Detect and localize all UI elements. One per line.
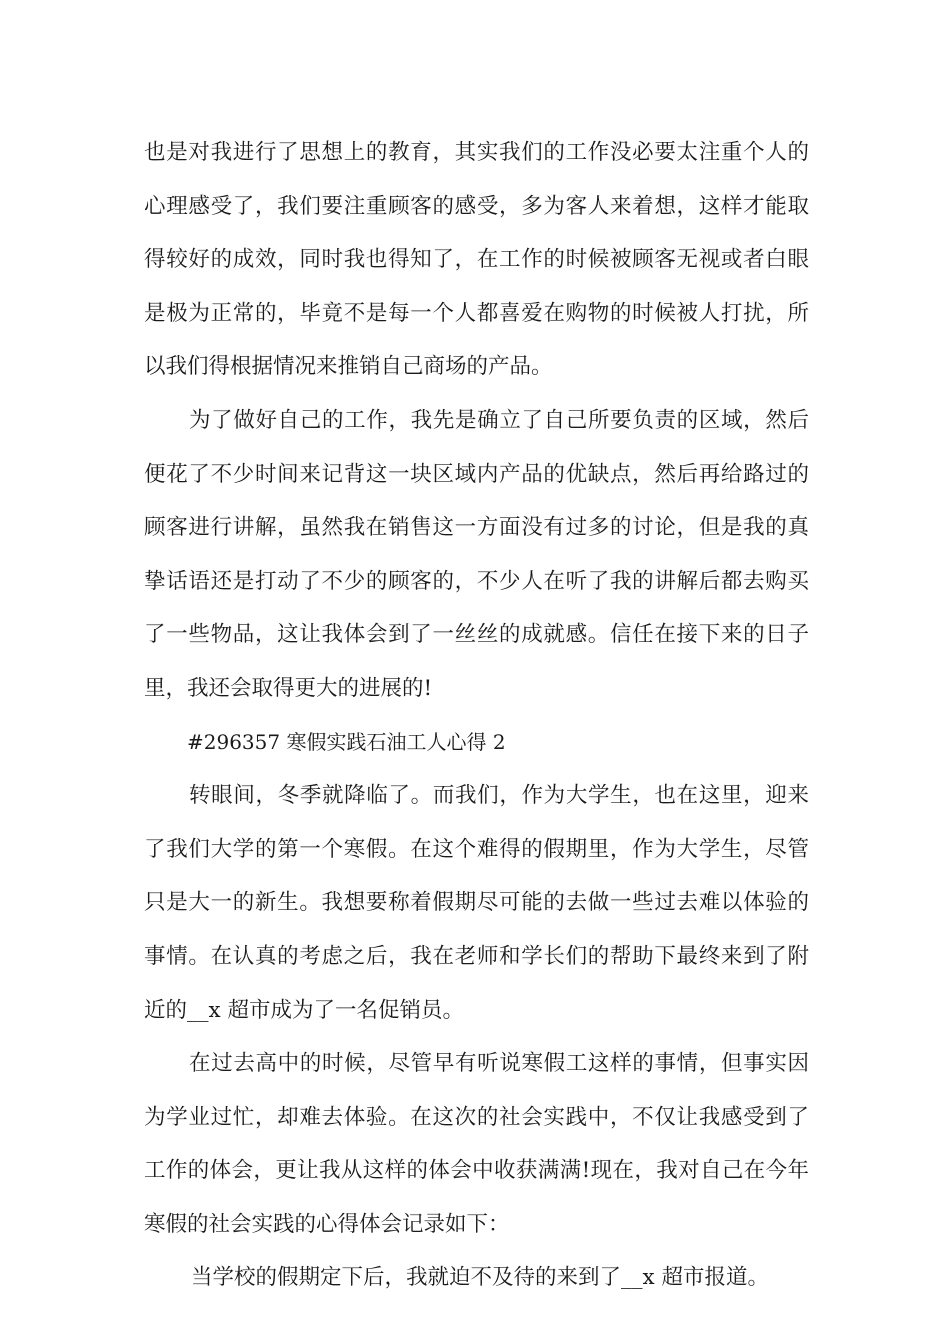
paragraph-work-area: 为了做好自己的工作，我先是确立了自己所要负责的区域，然后便花了不少时间来记背这一块区域内产品的优缺点，然后再给路过的顾客进行讲解，虽然我在销售这一方面没有过多的讨论，但是我的真挚话语还是打动了不少的顾客的，不少人在听了我的讲解后都去购买了一些物品，这让我体会到了一丝丝的成就感。信任在接下来的日子里，我还会取得更大的进展的! — [144, 407, 809, 701]
document-body — [144, 126, 809, 1305]
section-heading: #296357 寒假实践石油工人心得 2 — [187, 729, 506, 754]
paragraph-report-to-supermarket: 当学校的假期定下后，我就迫不及待的来到了__x 超市报道。 — [191, 1265, 769, 1291]
paragraph-winter-break: 转眼间，冬季就降临了。而我们，作为大学生，也在这里，迎来了我们大学的第一个寒假。在这个难得的假期里，作为大学生，尽管只是大一的新生。我想要称着假期尽可能的去做一些过去难以体验的事情。在认真的考虑之后，我在老师和学长们的帮助下最终来到了附近的__x 超市成为了一名促销员。 — [144, 783, 809, 1023]
paragraph-high-school: 在过去高中的时候，尽管早有听说寒假工这样的事情，但事实因为学业过忙，却难去体验。在这次的社会实践中，不仅让我感受到了工作的体会，更让我从这样的体会中收获满满!现在，我对自己在今年寒假的社会实践的心得体会记录如下： — [144, 1051, 809, 1237]
paragraph-continuation: 也是对我进行了思想上的教育，其实我们的工作没必要太注重个人的心理感受了，我们要注重顾客的感受，多为客人来着想，这样才能取得较好的成效，同时我也得知了，在工作的时候被顾客无视或者白眼是极为正常的，毕竟不是每一个人都喜爱在购物的时候被人打扰，所以我们得根据情况来推销自己商场的产品。 — [144, 140, 809, 380]
